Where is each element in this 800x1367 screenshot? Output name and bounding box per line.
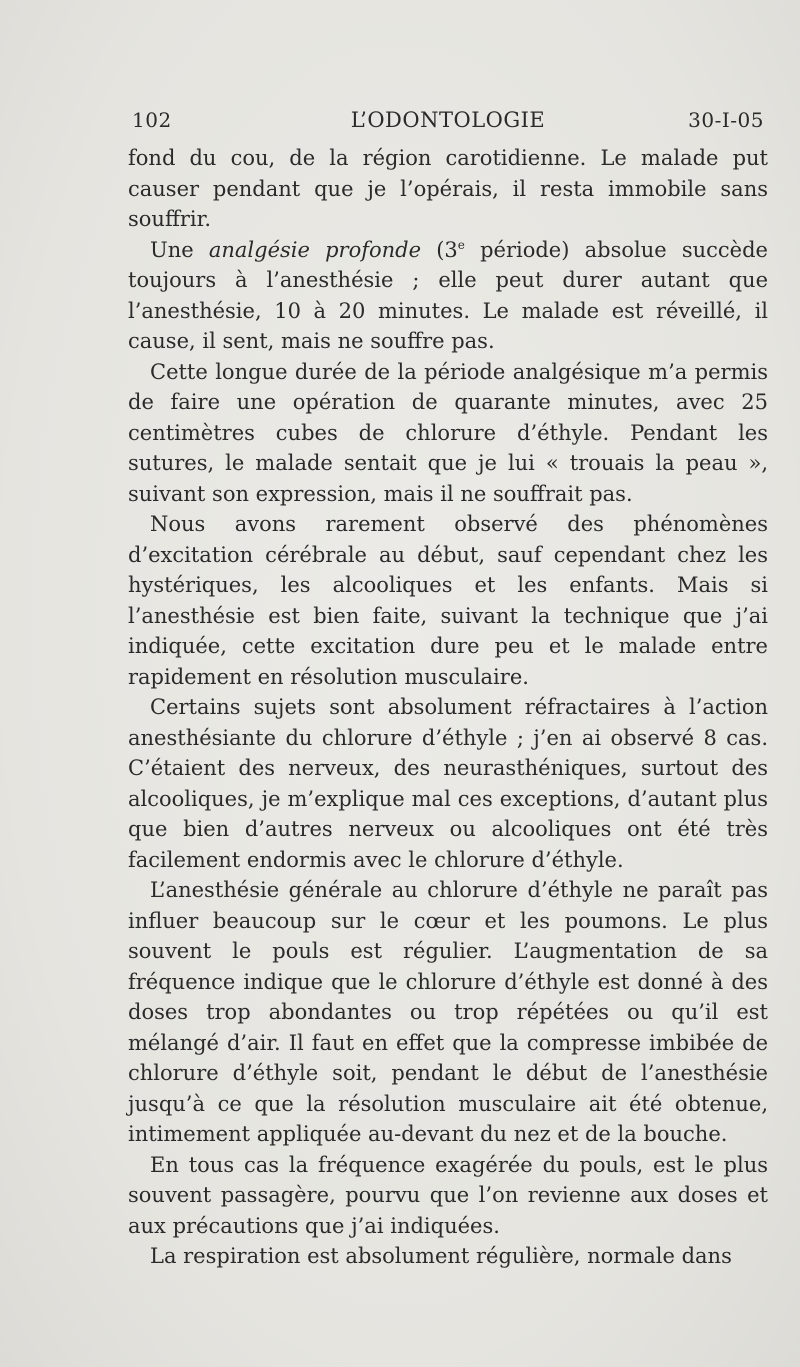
- text-run: L’anesthésie générale au chlorure d’éthyle ne paraît pas influer beaucoup sur le cœur et les poumons. Le plus souvent le pouls est régulier. L’augmentation de sa fréquence indique que le chlorure d’éthyle est donné à des doses trop abondantes ou trop répétées ou qu’il est mélangé d’air. Il faut en effet que la compresse imbibée de chlorure d’éthyle soit, pendant le début de l’anesthésie jusqu’à ce que la résolution musculaire ait été obtenue, intimement appliquée au-devant du nez et de la bouche.: [128, 878, 768, 1146]
- body-text: [128, 143, 768, 1272]
- paragraph: [128, 875, 768, 1150]
- text-run: période) absolue succède toujours à l’anesthésie ; elle peut durer autant que l’anesthésie, 10 à 20 minutes. Le malade est réveillé, il cause, il sent, mais ne souffre pas.: [128, 237, 768, 353]
- paragraph: [128, 143, 768, 235]
- paragraph: [128, 357, 768, 510]
- running-head: [132, 108, 764, 138]
- superscript: e: [457, 237, 465, 252]
- page-number: 102: [132, 108, 172, 132]
- text-run: Cette longue durée de la période analgésique m’a permis de faire une opération de quarante minutes, avec 25 centimètres cubes de chlorure d’éthyle. Pendant les sutures, le malade sentait que je lui « trouais la peau », suivant son expression, mais il ne souffrait pas.: [128, 359, 768, 506]
- text-run: Certains sujets sont absolument réfractaires à l’action anesthésiante du chlorure d’éthyle ; j’en ai observé 8 cas. C’étaient des nerveux, des neurasthéniques, surtout des alcooliques, je m’explique mal ces exceptions, d’autant plus que bien d’autres nerveux ou alcooliques ont été très facilement endormis avec le chlorure d’éthyle.: [128, 695, 768, 872]
- text-run: Une: [150, 237, 209, 262]
- text-run: Nous avons rarement observé des phénomènes d’excitation cérébrale au début, sauf cependant chez les hystériques, les alcooliques et les enfants. Mais si l’anesthésie est bien faite, suivant la technique que j’ai indiquée, cette excitation dure peu et le malade entre rapidement en résolution musculaire.: [128, 512, 768, 689]
- text-run: En tous cas la fréquence exagérée du pouls, est le plus souvent passagère, pourvu que l’on revienne aux doses et aux précautions que j’ai indiquées.: [128, 1152, 768, 1238]
- text-run: fond du cou, de la région carotidienne. Le malade put causer pendant que je l’opérais, il resta immobile sans souffrir.: [128, 146, 768, 231]
- paragraph: [128, 235, 768, 357]
- text-run: La respiration est absolument régulière, normale dans: [150, 1244, 732, 1268]
- text-run: (3: [421, 237, 458, 262]
- paragraph: [128, 1241, 768, 1272]
- paragraph: [128, 692, 768, 875]
- issue-date: 30-I-05: [688, 108, 764, 132]
- italic-text: analgésie profonde: [208, 237, 422, 262]
- paragraph: [128, 509, 768, 692]
- paragraph: [128, 1150, 768, 1242]
- journal-title: L’ODONTOLOGIE: [350, 108, 546, 132]
